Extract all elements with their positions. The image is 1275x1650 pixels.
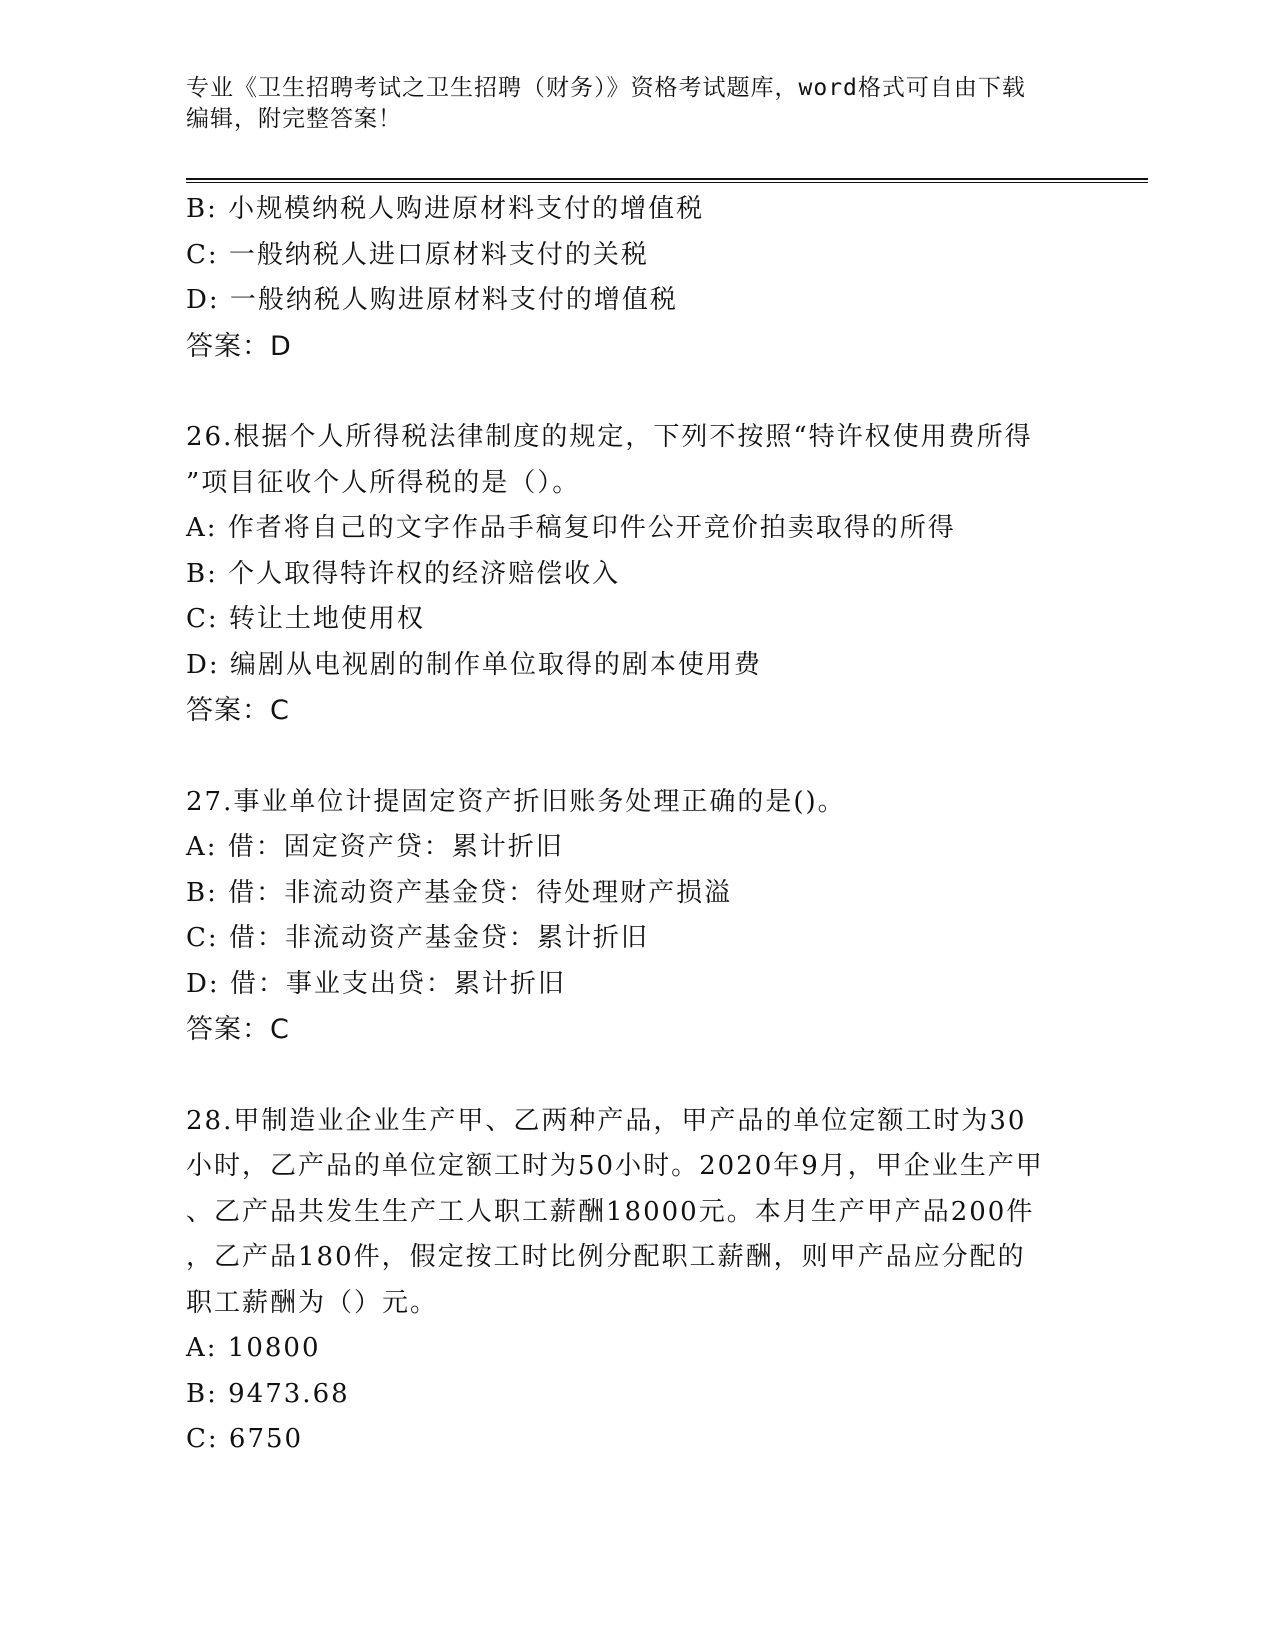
question-27: [186, 780, 1086, 1053]
q28-stem-line-1: 28.甲制造业企业生产甲、乙两种产品，甲产品的单位定额工时为30: [186, 1105, 1027, 1136]
q27-option-d: D: 借：事业支出贷：累计折旧: [186, 968, 566, 999]
q28-stem-line-3: 、乙产品共发生生产工人职工薪酬18000元。本月生产甲产品200件: [186, 1196, 1035, 1227]
spacer: [186, 1053, 1086, 1099]
q26-option-a: A: 作者将自己的文字作品手稿复印件公开竞价拍卖取得的所得: [186, 513, 956, 543]
q28-stem-line-2: 小时，乙产品的单位定额工时为50小时。2020年9月，甲企业生产甲: [186, 1151, 1044, 1181]
q26-stem-line-1: 26.根据个人所得税法律制度的规定，下列不按照“特许权使用费所得: [186, 422, 1033, 452]
q25-answer: 答案：D: [186, 330, 292, 362]
q28-option-a: A: 10800: [186, 1333, 321, 1363]
header-rule-thick: [186, 178, 1148, 180]
q28-option-c: C: 6750: [186, 1424, 304, 1454]
header-line-1: 专业《卫生招聘考试之卫生招聘（财务）》资格考试题库，word格式可自由下载: [186, 75, 1026, 101]
q25-option-d: D: 一般纳税人购进原材料支付的增值税: [186, 285, 678, 315]
q28-stem-line-4: ，乙产品180件，假定按工时比例分配职工薪酬，则甲产品应分配的: [186, 1242, 1026, 1272]
q25-option-c: C: 一般纳税人进口原材料支付的关税: [186, 239, 649, 270]
q27-option-a: A: 借：固定资产贷：累计折旧: [186, 832, 564, 862]
spacer: [186, 369, 1086, 415]
question-content: [186, 187, 1086, 1463]
document-header: [186, 73, 1086, 135]
q28-stem-line-5: 职工薪酬为（）元。: [186, 1287, 439, 1318]
q28-option-b: B: 9473.68: [186, 1378, 350, 1409]
q27-stem: 27.事业单位计提固定资产折旧账务处理正确的是()。: [186, 786, 846, 817]
q27-option-b: B: 借：非流动资产基金贷：待处理财产损溢: [186, 877, 733, 908]
question-25-fragment: [186, 187, 1086, 369]
q26-option-c: C: 转让土地使用权: [186, 604, 425, 634]
header-rule-thin: [186, 182, 1148, 183]
q25-option-b: B: 小规模纳税人购进原材料支付的增值税: [186, 194, 705, 224]
q26-option-d: D: 编剧从电视剧的制作单位取得的剧本使用费: [186, 649, 762, 680]
question-28: [186, 1099, 1086, 1463]
q27-option-c: C: 借：非流动资产基金贷：累计折旧: [186, 923, 649, 953]
q26-answer: 答案：C: [186, 695, 290, 726]
spacer: [186, 734, 1086, 780]
question-26: [186, 415, 1086, 734]
q26-option-b: B: 个人取得特许权的经济赔偿收入: [186, 558, 621, 589]
q26-stem-line-2: ”项目征收个人所得税的是（）。: [186, 467, 581, 498]
header-line-2: 编辑，附完整答案！: [186, 106, 402, 132]
q27-answer: 答案：C: [186, 1014, 290, 1045]
